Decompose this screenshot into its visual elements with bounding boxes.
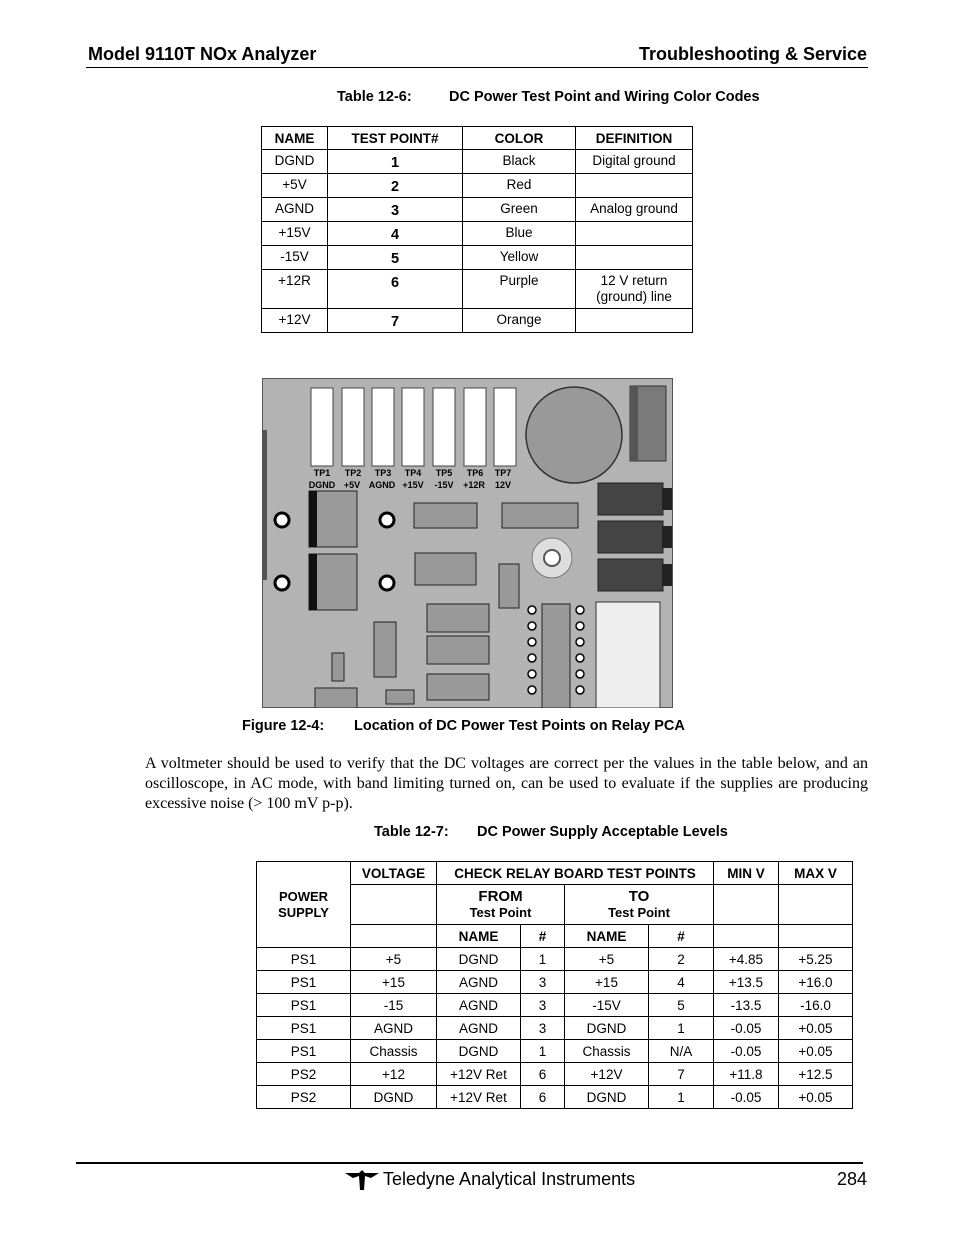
col-header-check-points: CHECK RELAY BOARD TEST POINTS	[437, 862, 714, 885]
col-header-test-point: TEST POINT#	[328, 127, 463, 150]
table-row	[262, 150, 693, 174]
cell-definition	[576, 246, 693, 270]
cell-definition	[576, 174, 693, 198]
cell-name: +5V	[262, 174, 328, 198]
cell-from-name: DGND	[437, 948, 521, 971]
power-supply-levels-table	[256, 861, 853, 1109]
col-header-name: NAME	[262, 127, 328, 150]
cell-voltage: Chassis	[351, 1040, 437, 1063]
col-header-from-name: NAME	[437, 925, 521, 948]
cell-supply: PS1	[257, 994, 351, 1017]
cell-name: DGND	[262, 150, 328, 174]
cell-definition: Digital ground	[576, 150, 693, 174]
col-header-to	[565, 885, 714, 925]
cell-from-num: 3	[521, 994, 565, 1017]
cell-min: +11.8	[714, 1063, 779, 1086]
cell-test-point: 1	[328, 150, 463, 174]
table-row	[257, 1040, 853, 1063]
cell-from-num: 3	[521, 1017, 565, 1040]
cell-definition: 12 V return (ground) line	[576, 270, 693, 309]
cell-max: +12.5	[779, 1063, 853, 1086]
cell-definition: Analog ground	[576, 198, 693, 222]
cell-color: Red	[463, 174, 576, 198]
tp5-label: TP5	[435, 468, 453, 478]
tp6-name: +12R	[463, 480, 485, 490]
table1-caption-num: Table 12-6:	[337, 89, 412, 105]
table1-caption-title: DC Power Test Point and Wiring Color Codes	[449, 89, 760, 105]
tp2-name: +5V	[343, 480, 361, 490]
cell-max: +5.25	[779, 948, 853, 971]
cell-definition	[576, 309, 693, 333]
cell-max: +16.0	[779, 971, 853, 994]
cell-name: +15V	[262, 222, 328, 246]
tp7-name: 12V	[494, 480, 512, 490]
cell-to-name: DGND	[565, 1017, 649, 1040]
cell-max: +0.05	[779, 1017, 853, 1040]
cell-from-name: AGND	[437, 971, 521, 994]
cell-to-num: 1	[649, 1017, 714, 1040]
cell-test-point: 3	[328, 198, 463, 222]
cell-supply: PS2	[257, 1086, 351, 1109]
cell-definition	[576, 222, 693, 246]
cell-to-name: +5	[565, 948, 649, 971]
tp6-label: TP6	[466, 468, 484, 478]
tp2-label: TP2	[344, 468, 362, 478]
from-testpoint: Test Point	[469, 904, 532, 920]
figure-caption-title: Location of DC Power Test Points on Relay PCA	[354, 718, 685, 734]
teledyne-logo-icon	[345, 1170, 379, 1190]
col-header-voltage: VOLTAGE	[351, 862, 437, 885]
cell-max: -16.0	[779, 994, 853, 1017]
tp7-label: TP7	[494, 468, 512, 478]
cell-test-point: 4	[328, 222, 463, 246]
tp1-name: DGND	[308, 480, 336, 490]
figure-caption	[242, 718, 685, 734]
cell-to-name: DGND	[565, 1086, 649, 1109]
cell-min: -0.05	[714, 1017, 779, 1040]
table-row	[262, 246, 693, 270]
table-row	[262, 174, 693, 198]
col-header-power-supply: POWER SUPPLY	[257, 862, 351, 948]
tp4-name: +15V	[402, 480, 424, 490]
col-header-max-v: MAX V	[779, 862, 853, 885]
col-header-color: COLOR	[463, 127, 576, 150]
tp3-name: AGND	[368, 480, 396, 490]
cell-to-num: 7	[649, 1063, 714, 1086]
cell-min: -0.05	[714, 1086, 779, 1109]
cell-to-num: 2	[649, 948, 714, 971]
cell-test-point: 5	[328, 246, 463, 270]
page-number: 284	[836, 1169, 867, 1189]
table2-caption-num: Table 12-7:	[374, 824, 449, 840]
cell-min: -13.5	[714, 994, 779, 1017]
cell-to-name: +12V	[565, 1063, 649, 1086]
cell-to-num: 5	[649, 994, 714, 1017]
cell-from-name: AGND	[437, 1017, 521, 1040]
cell-test-point: 7	[328, 309, 463, 333]
col-header-to-num: #	[649, 925, 714, 948]
cell-voltage: +12	[351, 1063, 437, 1086]
table-row	[262, 198, 693, 222]
cell-min: -0.05	[714, 1040, 779, 1063]
table-row	[262, 270, 693, 309]
col-header-min-v: MIN V	[714, 862, 779, 885]
to-testpoint: Test Point	[608, 904, 670, 920]
to-label: TO	[628, 887, 650, 905]
tp3-label: TP3	[374, 468, 392, 478]
header-title: Model 9110T NOx Analyzer	[88, 44, 317, 64]
cell-voltage: DGND	[351, 1086, 437, 1109]
table-row	[257, 971, 853, 994]
cell-min: +4.85	[714, 948, 779, 971]
cell-color: Orange	[463, 309, 576, 333]
cell-from-num: 6	[521, 1063, 565, 1086]
col-header-from	[437, 885, 565, 925]
cell-supply: PS2	[257, 1063, 351, 1086]
header-section: Troubleshooting & Service	[638, 44, 867, 64]
cell-min: +13.5	[714, 971, 779, 994]
table-row	[262, 222, 693, 246]
table-row	[262, 309, 693, 333]
tp4-label: TP4	[404, 468, 422, 478]
cell-to-name: +15	[565, 971, 649, 994]
cell-from-name: +12V Ret	[437, 1086, 521, 1109]
cell-supply: PS1	[257, 948, 351, 971]
cell-name: -15V	[262, 246, 328, 270]
figure-caption-num: Figure 12-4:	[242, 718, 325, 734]
test-point-blocks	[311, 388, 516, 466]
cell-max: +0.05	[779, 1040, 853, 1063]
cell-from-num: 3	[521, 971, 565, 994]
cell-name: +12V	[262, 309, 328, 333]
cell-to-num: N/A	[649, 1040, 714, 1063]
cell-test-point: 6	[328, 270, 463, 309]
cell-from-name: AGND	[437, 994, 521, 1017]
body-paragraph: A voltmeter should be used to verify that the DC voltages are correct per the values in the table below, and an oscilloscope, in AC mode, with band limiting turned on, can be used to evaluate if the supplies are producing excessive noise (> 100 mV p-p).	[145, 755, 868, 812]
cell-voltage: AGND	[351, 1017, 437, 1040]
table-row	[257, 994, 853, 1017]
cell-color: Yellow	[463, 246, 576, 270]
table-row	[257, 1063, 853, 1086]
relay-pca-figure	[262, 378, 673, 708]
cell-to-name: -15V	[565, 994, 649, 1017]
cell-supply: PS1	[257, 971, 351, 994]
cell-from-name: +12V Ret	[437, 1063, 521, 1086]
cell-supply: PS1	[257, 1017, 351, 1040]
cell-color: Black	[463, 150, 576, 174]
footer-rule	[76, 1162, 863, 1164]
header-rule	[86, 67, 868, 68]
cell-to-name: Chassis	[565, 1040, 649, 1063]
cell-voltage: +5	[351, 948, 437, 971]
wiring-color-table	[261, 126, 693, 333]
table1-caption	[337, 89, 760, 105]
cell-voltage: -15	[351, 994, 437, 1017]
table2-caption	[374, 824, 728, 840]
cell-from-name: DGND	[437, 1040, 521, 1063]
cell-to-num: 1	[649, 1086, 714, 1109]
table-row	[257, 1017, 853, 1040]
col-header-to-name: NAME	[565, 925, 649, 948]
tp5-name: -15V	[434, 480, 454, 490]
col-header-definition: DEFINITION	[576, 127, 693, 150]
cell-max: +0.05	[779, 1086, 853, 1109]
table-row	[257, 1086, 853, 1109]
cell-to-num: 4	[649, 971, 714, 994]
from-label: FROM	[478, 887, 523, 905]
capacitor-shape	[526, 387, 622, 483]
table-row	[257, 948, 853, 971]
cell-from-num: 1	[521, 948, 565, 971]
footer-company: Teledyne Analytical Instruments	[383, 1169, 636, 1189]
cell-name: AGND	[262, 198, 328, 222]
cell-name: +12R	[262, 270, 328, 309]
cell-voltage: +15	[351, 971, 437, 994]
cell-from-num: 6	[521, 1086, 565, 1109]
col-header-from-num: #	[521, 925, 565, 948]
tp1-label: TP1	[313, 468, 331, 478]
cell-color: Blue	[463, 222, 576, 246]
cell-supply: PS1	[257, 1040, 351, 1063]
cell-color: Green	[463, 198, 576, 222]
cell-color: Purple	[463, 270, 576, 309]
cell-from-num: 1	[521, 1040, 565, 1063]
table2-caption-title: DC Power Supply Acceptable Levels	[477, 824, 728, 840]
cell-test-point: 2	[328, 174, 463, 198]
